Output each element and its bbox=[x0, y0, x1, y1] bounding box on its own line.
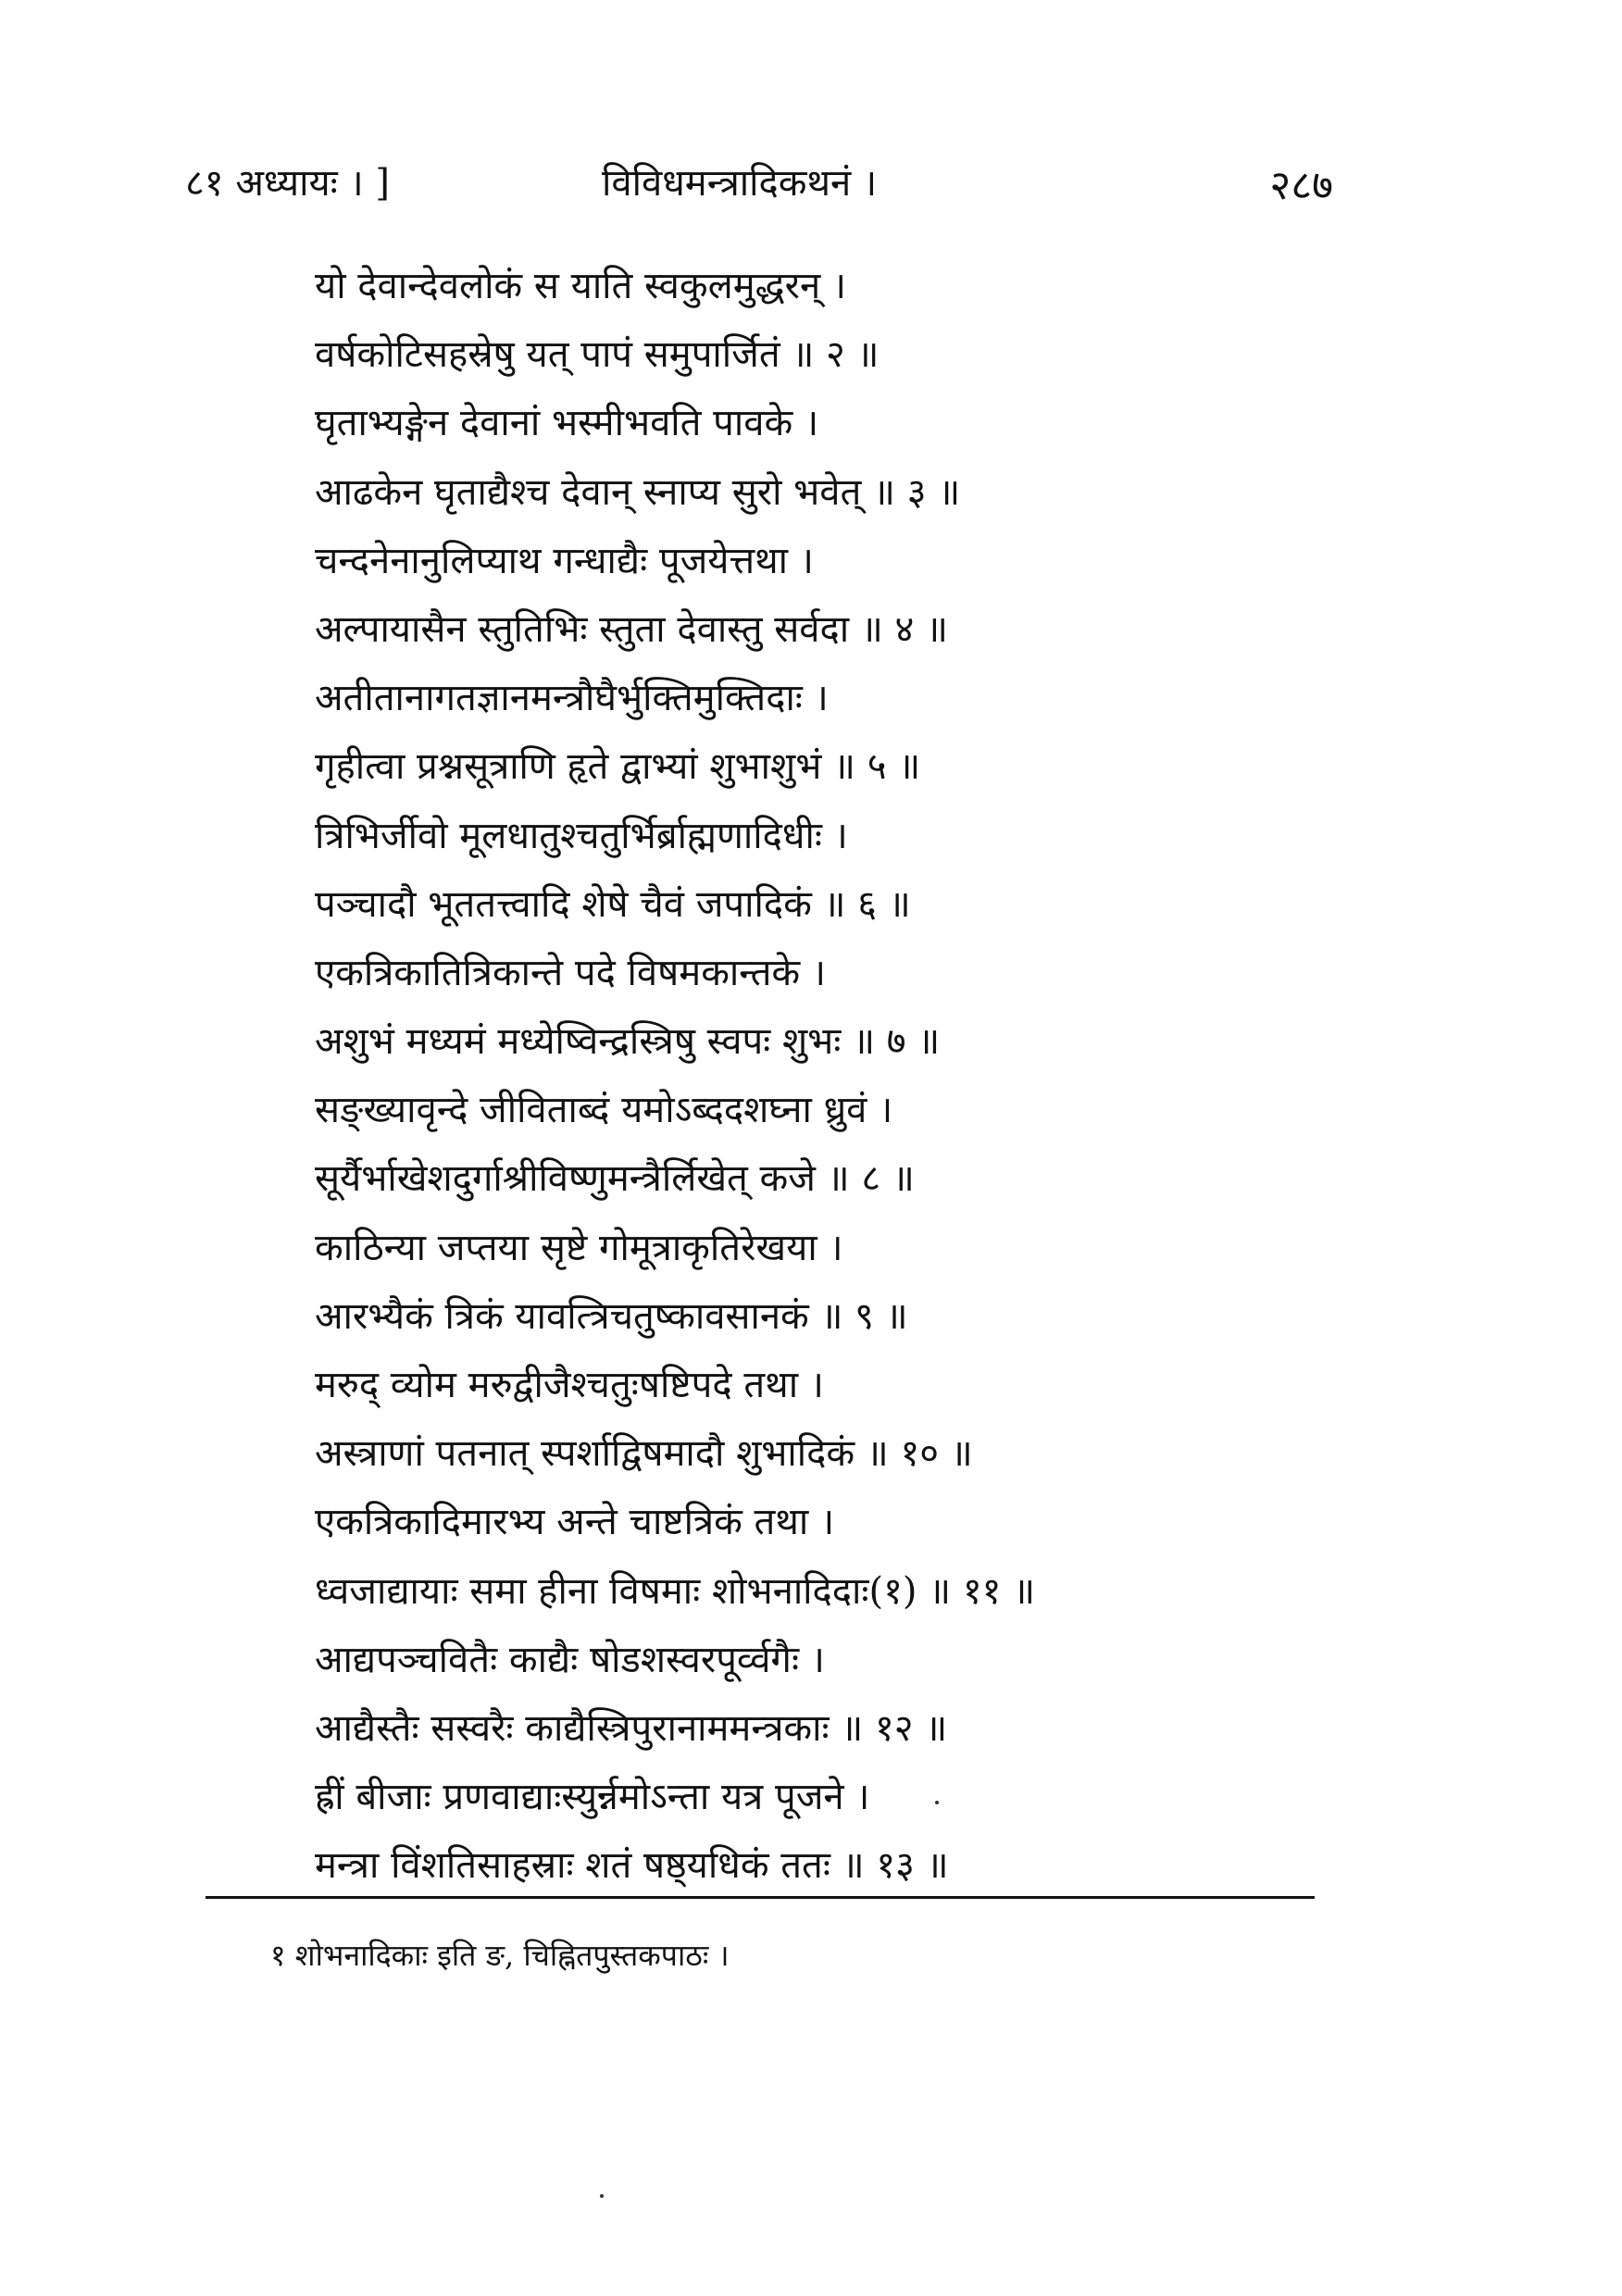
verse-line: आद्यपञ्चवितैः काद्यैः षोडशस्वरपूर्व्वगैः । bbox=[315, 1638, 825, 1681]
verse-line: काठिन्या जप्तया सृष्टे गोमूत्राकृतिरेखया । bbox=[315, 1226, 843, 1269]
footnote: १ शोभनादिकाः इति ङ, चिह्नितपुस्तकपाठः । bbox=[270, 1938, 730, 1973]
page-number: २८७ bbox=[1269, 162, 1333, 209]
print-speck bbox=[935, 1801, 939, 1804]
verse-line: ह्रीं बीजाः प्रणवाद्याःस्युर्न्नमोऽन्ता यत्र पूजने । bbox=[315, 1776, 870, 1819]
verse-line: त्रिभिर्जीवो मूलधातुश्चतुर्भिर्ब्राह्मणादिधीः । bbox=[315, 814, 848, 857]
verse-block bbox=[315, 252, 1333, 1901]
section-title: विविधमन्त्रादिकथनं । bbox=[602, 162, 878, 205]
chapter-label: ८१ अध्यायः । ] bbox=[185, 162, 390, 205]
verse-line: वर्षकोटिसहस्रेषु यत् पापं समुपार्जितं ॥ २ ॥ bbox=[315, 333, 880, 377]
verse-line: अशुभं मध्यमं मध्येष्विन्द्रस्त्रिषु स्वपः शुभः ॥ ७ ॥ bbox=[315, 1020, 941, 1064]
verse-line: ध्वजाद्यायाः समा हीना विषमाः शोभनादिदाः(१) ॥ ११ ॥ bbox=[315, 1569, 1036, 1613]
verse-line: यो देवान्देवलोकं स याति स्वकुलमुद्धरन् । bbox=[315, 265, 847, 307]
verse-line: एकत्रिकातित्रिकान्ते पदे विषमकान्तके । bbox=[315, 951, 826, 994]
verse-line: अस्त्राणां पतनात् स्पर्शाद्विषमादौ शुभादिकं ॥ १० ॥ bbox=[315, 1432, 973, 1476]
verse-line: पञ्चादौ भूततत्त्वादि शेषे चैवं जपादिकं ॥ ६ ॥ bbox=[315, 882, 911, 926]
running-head bbox=[185, 156, 1333, 220]
verse-line: आढकेन घृताद्यैश्च देवान् स्नाप्य सुरो भवेत् ॥ ३ ॥ bbox=[315, 470, 961, 514]
footnote-divider bbox=[206, 1896, 1315, 1899]
verse-line: सूर्यैर्भाखेशदुर्गाश्रीविष्णुमन्त्रैर्लिखेत् कजे ॥ ८ ॥ bbox=[315, 1157, 915, 1201]
verse-line: चन्दनेनानुलिप्याथ गन्धाद्यैः पूजयेत्तथा । bbox=[315, 539, 814, 582]
print-speck bbox=[600, 2194, 604, 2198]
verse-line: अतीतानागतज्ञानमन्त्रौघैर्भुक्तिमुक्तिदाः । bbox=[315, 677, 829, 720]
verse-line: सङ्ख्यावृन्दे जीविताब्दं यमोऽब्ददशघ्ना ध्रुवं । bbox=[315, 1089, 893, 1132]
verse-line: गृहीत्वा प्रश्नसूत्राणि हृते द्वाभ्यां शुभाशुभं ॥ ५ ॥ bbox=[315, 745, 921, 789]
verse-line: आद्यैस्तैः सस्वरैः काद्यैस्त्रिपुरानाममन्त्रकाः ॥ १२ ॥ bbox=[315, 1706, 948, 1750]
verse-line: एकत्रिकादिमारभ्य अन्ते चाष्टत्रिकं तथा । bbox=[315, 1501, 835, 1544]
verse-line: मन्त्रा विंशतिसाहस्राः शतं षष्ठ्यधिकं ततः ॥ १३ ॥ bbox=[315, 1844, 949, 1888]
verse-line: अल्पायासैन स्तुतिभिः स्तुता देवास्तु सर्वदा ॥ ४ ॥ bbox=[315, 607, 949, 651]
verse-line: आरभ्यैकं त्रिकं यावत्त्रिचतुष्कावसानकं ॥ ९ ॥ bbox=[315, 1294, 908, 1338]
verse-line: घृताभ्यङ्गेन देवानां भस्मीभवति पावके । bbox=[315, 402, 819, 445]
verse-line: मरुद् व्योम मरुद्वीजैश्चतुःषष्टिपदे तथा । bbox=[315, 1364, 824, 1406]
